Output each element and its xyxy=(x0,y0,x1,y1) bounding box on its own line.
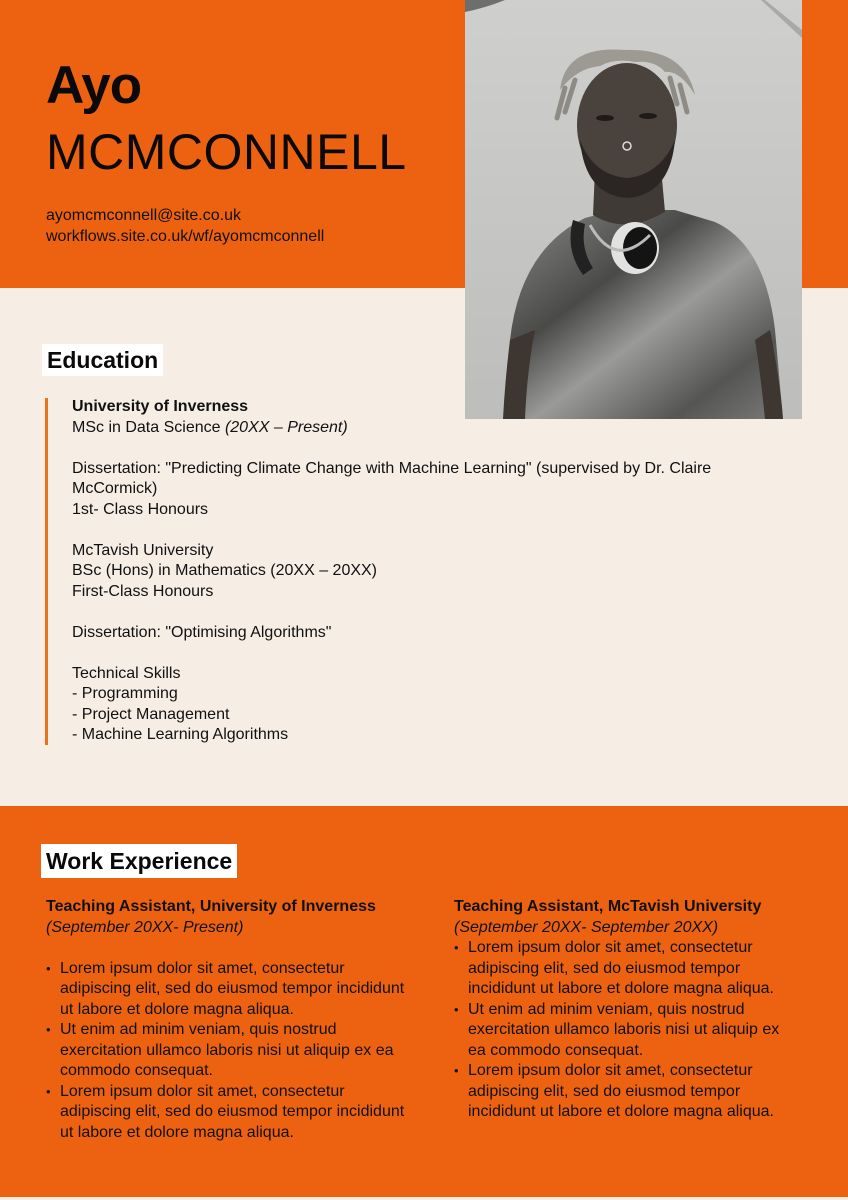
job-title: Teaching Assistant, McTavish University xyxy=(454,898,762,915)
contact-info xyxy=(46,206,324,247)
first-name: Ayo xyxy=(46,56,142,115)
spacer xyxy=(72,520,792,541)
job-bullets xyxy=(46,959,406,1144)
skill-item: - Programming xyxy=(72,685,178,702)
last-name: MCMCONNELL xyxy=(46,124,407,180)
spacer xyxy=(72,643,792,664)
job-bullets xyxy=(454,938,799,1123)
job-entry xyxy=(454,897,799,1123)
job-bullet: • Ut enim ad minim veniam, quis nostrud exercitation ullamco laboris nisi ut aliquip ex ea commodo consequat. xyxy=(454,1000,799,1062)
job-bullet: • Ut enim ad minim veniam, quis nostrud exercitation ullamco laboris nisi ut aliquip ex ea commodo consequat. xyxy=(46,1020,406,1082)
job-bullet: • Lorem ipsum dolor sit amet, consectetur adipiscing elit, sed do eiusmod tempor incididunt ut labore et dolore magna aliqua. xyxy=(46,1082,406,1144)
skill-item: - Project Management xyxy=(72,705,230,723)
job-bullet: • Lorem ipsum dolor sit amet, consectetur adipiscing elit, sed do eiusmod tempor incididunt ut labore et dolore magna aliqua. xyxy=(46,959,406,1021)
degree-1 xyxy=(72,418,792,439)
job-title: Teaching Assistant, University of Inverness xyxy=(46,898,376,915)
spacer xyxy=(72,602,792,623)
job-dates: (September 20XX- Present) xyxy=(46,918,244,936)
degree-1-dates: (20XX – Present) xyxy=(224,418,348,436)
spacer xyxy=(72,438,792,459)
university-2: McTavish University xyxy=(72,541,214,559)
education-accent-line xyxy=(45,398,48,745)
profile-photo xyxy=(465,0,802,419)
dissertation-1-line-1: Dissertation: "Predicting Climate Change with Machine Learning" (supervised by Dr. Claire xyxy=(72,459,712,477)
job-entry xyxy=(46,897,406,1143)
degree-1-name: MSc in Data Science xyxy=(72,418,225,436)
honours-2: First-Class Honours xyxy=(72,582,214,600)
portrait-photo-icon xyxy=(465,0,802,419)
education-heading: Education xyxy=(42,344,163,376)
skills-heading: Technical Skills xyxy=(72,664,181,682)
degree-2: BSc (Hons) in Mathematics (20XX – 20XX) xyxy=(72,562,378,579)
job-bullet: • Lorem ipsum dolor sit amet, consectetur adipiscing elit, sed do eiusmod tempor incididunt ut labore et dolore magna aliqua. xyxy=(454,938,799,1000)
email-link[interactable]: ayomcmconnell@site.co.uk xyxy=(46,207,241,224)
education-content xyxy=(72,397,792,746)
dissertation-2: Dissertation: "Optimising Algorithms" xyxy=(72,623,332,641)
website-link[interactable]: workflows.site.co.uk/wf/ayomcmconnell xyxy=(46,227,325,245)
dissertation-1-line-2: McCormick) xyxy=(72,480,158,497)
job-dates: (September 20XX- September 20XX) xyxy=(454,918,719,936)
skill-item: - Machine Learning Algorithms xyxy=(72,726,289,743)
job-bullet: • Lorem ipsum dolor sit amet, consectetur adipiscing elit, sed do eiusmod tempor incididunt ut labore et dolore magna aliqua. xyxy=(454,1061,799,1123)
work-experience-heading: Work Experience xyxy=(41,844,237,878)
honours-1: 1st- Class Honours xyxy=(72,500,209,518)
university-1: University of Inverness xyxy=(72,398,249,415)
